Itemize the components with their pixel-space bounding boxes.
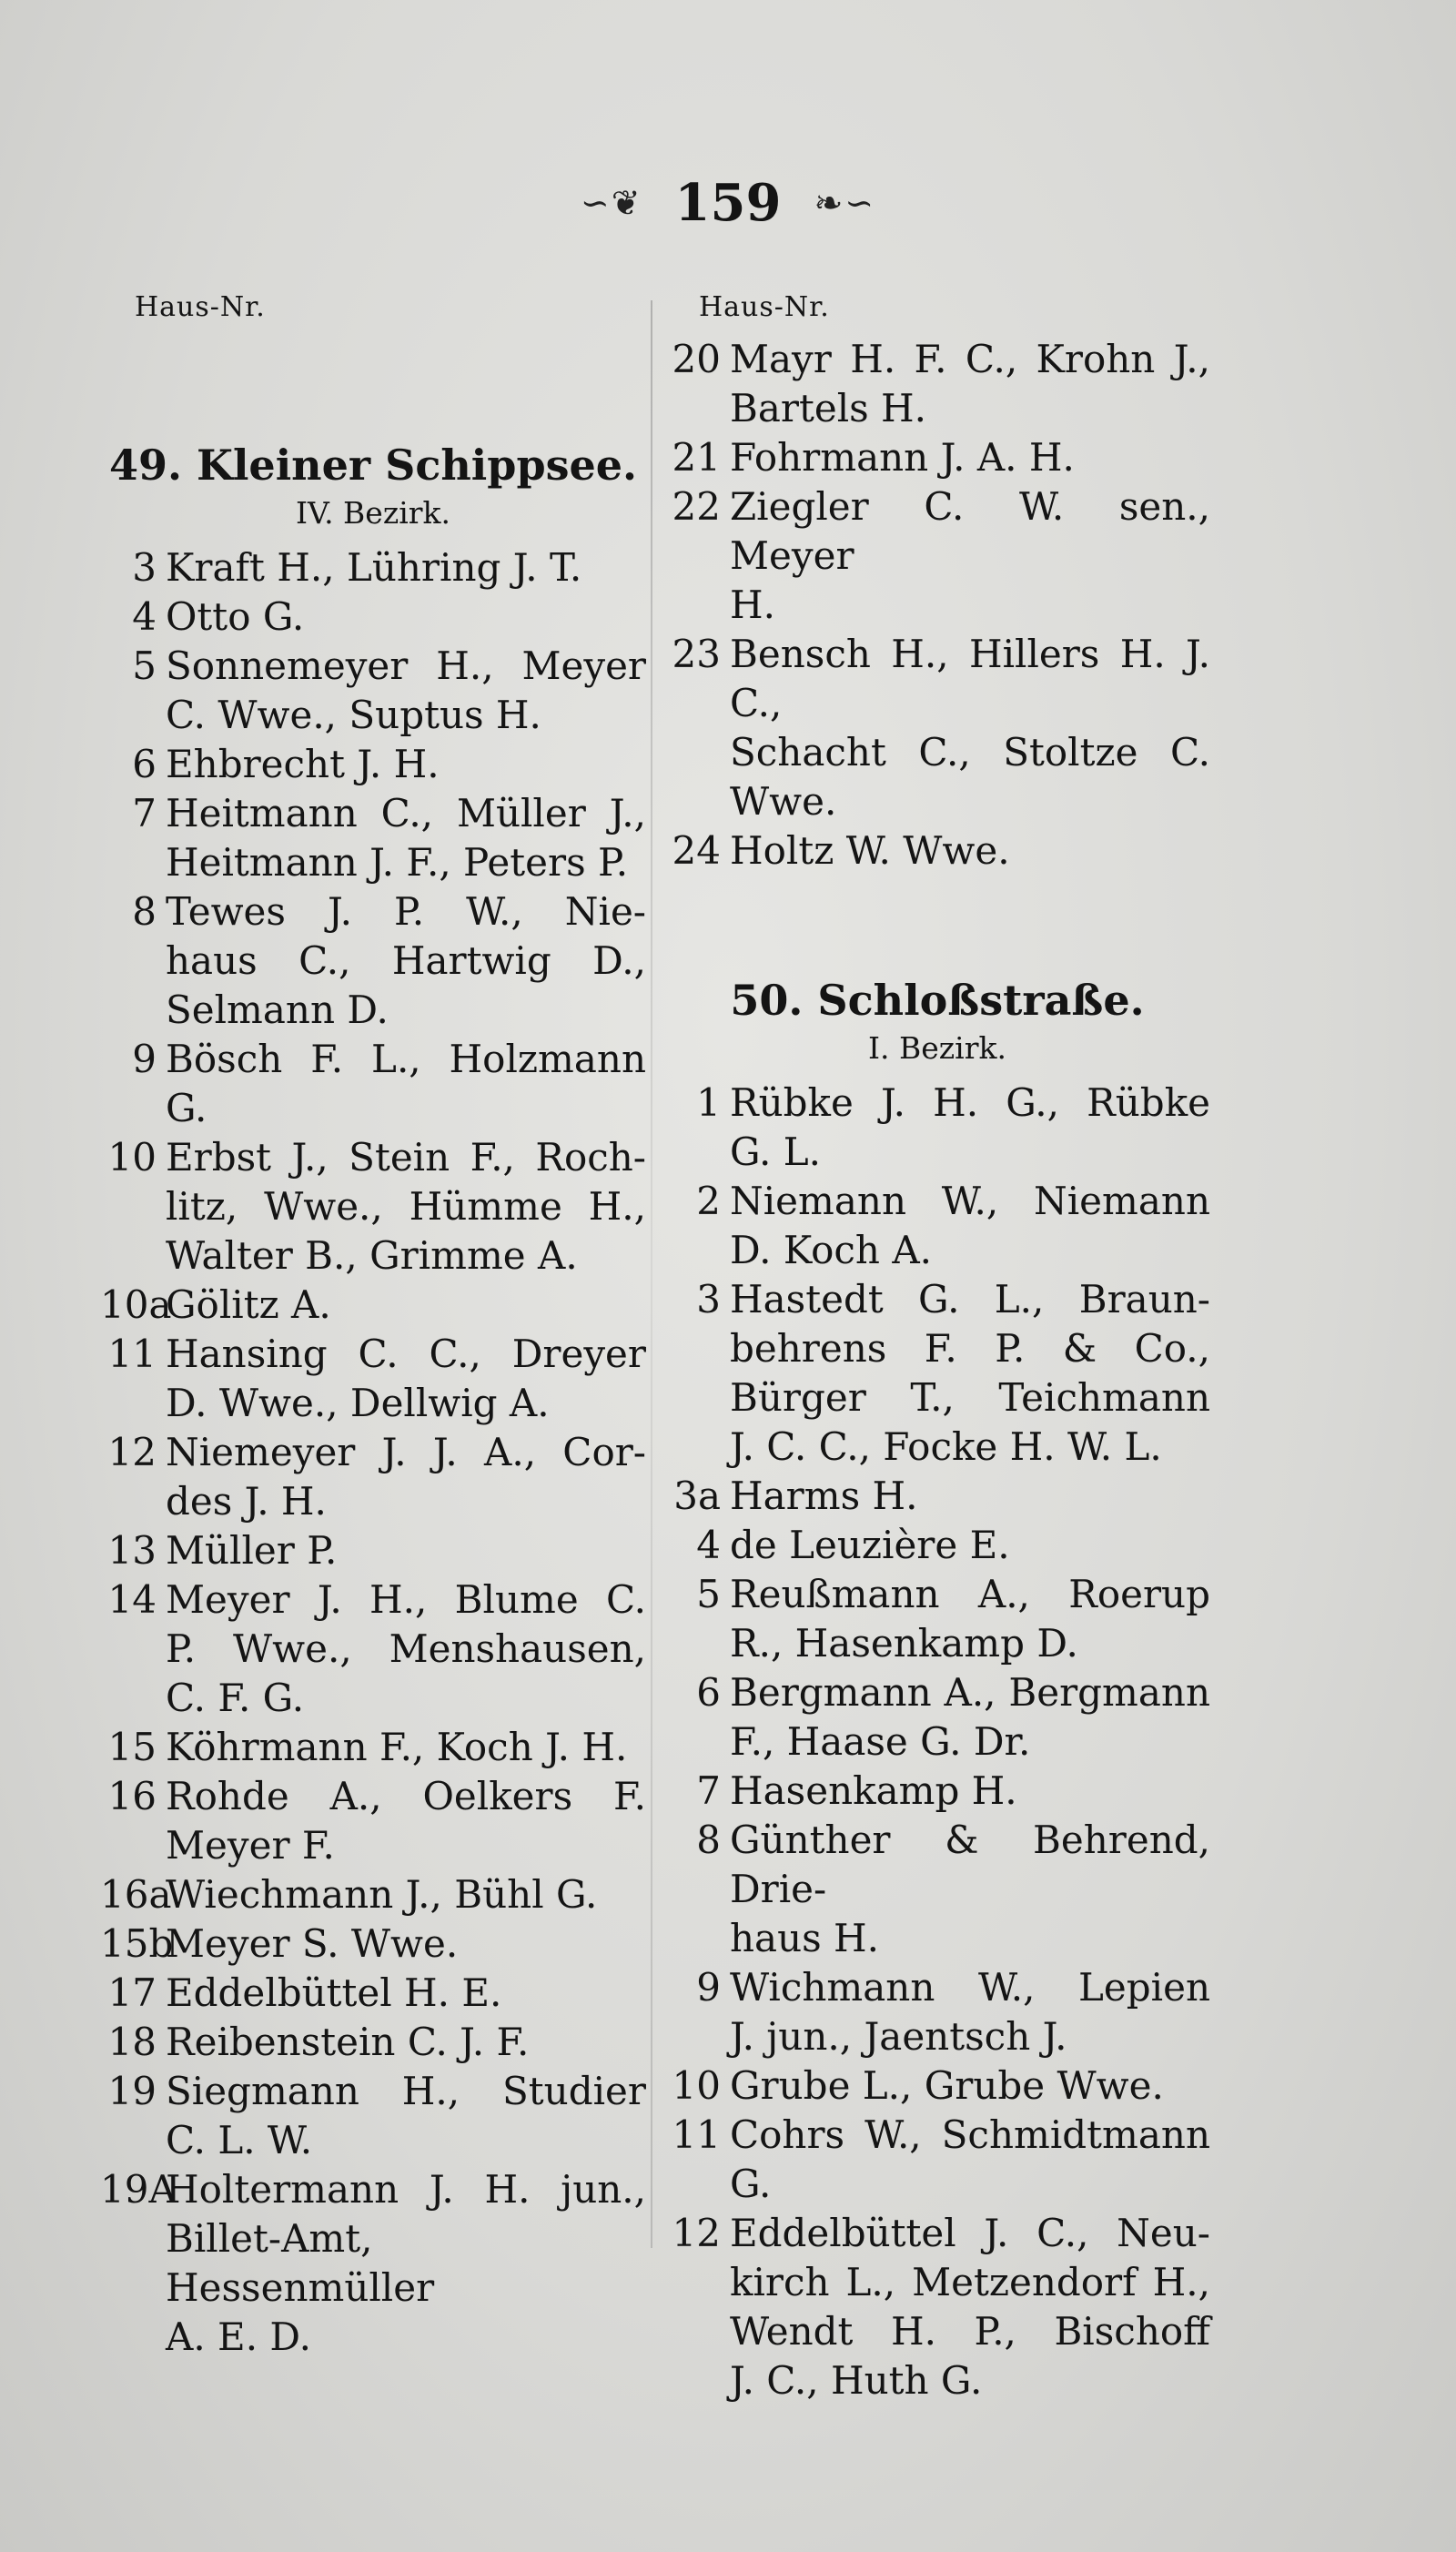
entry-line: Niemann W., Niemann (730, 1179, 1210, 1223)
entry-line: Kraft H., Lühring J. T. (166, 545, 582, 590)
entry-row (100, 740, 646, 789)
house-number: 10 (672, 2063, 721, 2108)
house-number: 10 (107, 1135, 157, 1180)
haus-nr-label: Haus-Nr. (699, 291, 830, 323)
house-number: 4 (696, 1523, 721, 1567)
ornament-left-icon: ∽❦ (580, 183, 642, 223)
house-number: 7 (696, 1768, 721, 1813)
entry-line: Wichmann W., Lepien (730, 1965, 1210, 2010)
entry-line: Walter B., Grimme A. (166, 1233, 578, 1278)
entry-row (664, 1521, 1210, 1570)
entry-line: Fohrmann J. A. H. (730, 435, 1075, 480)
resident-names (166, 1281, 646, 1330)
house-number: 8 (132, 889, 157, 934)
entry-line: D. Wwe., Dellwig A. (166, 1381, 550, 1425)
entry-line: Gölitz A. (166, 1282, 331, 1327)
entry-line: Hasenkamp H. (730, 1768, 1017, 1813)
entry-line: behrens F. P. & Co., (730, 1326, 1210, 1371)
entry-line: Bergmann A., Bergmann (730, 1670, 1210, 1715)
entry-row (100, 789, 646, 887)
entry-line: P. Wwe., Menshausen, (166, 1626, 646, 1671)
resident-names (730, 433, 1210, 482)
house-number: 20 (672, 337, 721, 381)
entry-line: kirch L., Metzendorf H., (730, 2260, 1210, 2304)
entry-line: de Leuzière E. (730, 1523, 1010, 1567)
resident-names (166, 2018, 646, 2067)
house-number: 1 (696, 1080, 721, 1125)
entry-line: Köhrmann F., Koch J. H. (166, 1725, 628, 1769)
entry-line: Hansing C. C., Dreyer (166, 1332, 646, 1376)
house-number: 21 (672, 435, 721, 480)
resident-names (166, 789, 646, 887)
resident-names (166, 740, 646, 789)
page-number: 159 (674, 173, 782, 233)
entry-line: Rohde A., Oelkers F. (166, 1774, 646, 1818)
entry-line: C. L. W. (166, 2118, 313, 2162)
house-number: 19A (100, 2167, 177, 2212)
entry-row (100, 1133, 646, 1281)
resident-names (166, 1035, 646, 1133)
entry-line: Hastedt G. L., Braun- (730, 1277, 1210, 1322)
entry-line: Wendt H. P., Bischoff (730, 2309, 1210, 2354)
house-number: 10a (100, 1282, 172, 1327)
resident-names (166, 1919, 646, 1969)
entry-row (664, 2209, 1210, 2405)
resident-names (166, 1969, 646, 2018)
entry-row (100, 592, 646, 642)
entry-list (664, 1079, 1210, 2405)
entry-line: Eddelbüttel H. E. (166, 1970, 502, 2015)
resident-names (730, 1570, 1210, 1668)
resident-names (730, 1767, 1210, 1816)
entry-line: Bartels H. (730, 386, 927, 430)
house-number: 15b (100, 1921, 174, 1966)
entry-row (100, 543, 646, 592)
entry-row (664, 2111, 1210, 2209)
entry-line: haus C., Hartwig D., (166, 938, 646, 983)
resident-names (166, 642, 646, 740)
resident-names (166, 592, 646, 642)
house-number: 13 (107, 1528, 157, 1573)
house-number: 4 (132, 594, 157, 639)
entry-row (664, 1767, 1210, 1816)
entry-line: Bösch F. L., Holzmann G. (166, 1037, 646, 1130)
resident-names (166, 1723, 646, 1772)
house-number: 7 (132, 791, 157, 835)
entry-line: Eddelbüttel J. C., Neu- (730, 2211, 1210, 2255)
house-number: 2 (696, 1179, 721, 1223)
house-number: 9 (132, 1037, 157, 1081)
section-bezirk: IV. Bezirk. (295, 495, 451, 531)
house-number: 14 (107, 1577, 157, 1622)
section-bezirk: I. Bezirk. (868, 1030, 1006, 1066)
resident-names (166, 2067, 646, 2165)
house-number: 12 (107, 1430, 157, 1474)
entry-line: F., Haase G. Dr. (730, 1719, 1031, 1764)
entry-line: Reibenstein C. J. F. (166, 2020, 530, 2064)
resident-names (730, 1668, 1210, 1767)
house-number: 3 (696, 1277, 721, 1322)
resident-names (730, 630, 1210, 826)
entry-line: C. F. G. (166, 1676, 305, 1720)
entry-line: J. C., Huth G. (730, 2358, 983, 2403)
resident-names (730, 1079, 1210, 1177)
entry-row (100, 2067, 646, 2165)
entry-line: Wiechmann J., Bühl G. (166, 1872, 598, 1917)
resident-names (730, 2111, 1210, 2209)
entry-line: Holtz W. Wwe. (730, 828, 1010, 873)
resident-names (166, 543, 646, 592)
entry-list (100, 543, 646, 2362)
entry-row (100, 1969, 646, 2018)
entry-line: Schacht C., Stoltze C. (730, 730, 1210, 775)
entry-line: Harms H. (730, 1473, 918, 1518)
entry-line: J. jun., Jaentsch J. (730, 2014, 1067, 2059)
entry-line: Cohrs W., Schmidtmann (730, 2112, 1210, 2157)
house-number: 16a (100, 1872, 172, 1917)
section-title: 49. Kleiner Schippsee. (108, 441, 638, 490)
entry-line: Bensch H., Hillers H. J. C., (730, 632, 1210, 725)
entry-row (100, 1281, 646, 1330)
house-number: 16 (107, 1774, 157, 1818)
entry-row (100, 1919, 646, 1969)
entry-row (100, 1035, 646, 1133)
resident-names (166, 887, 646, 1035)
entry-row (100, 887, 646, 1035)
entry-list (664, 335, 1210, 876)
entry-row (100, 1575, 646, 1723)
entry-line: Holtermann J. H. jun., (166, 2167, 646, 2212)
entry-row (664, 826, 1210, 876)
entry-line: R., Hasenkamp D. (730, 1621, 1078, 1666)
entry-row (664, 1177, 1210, 1275)
entry-row (100, 1772, 646, 1870)
entry-row (664, 2061, 1210, 2111)
entry-row (664, 1079, 1210, 1177)
entry-row (664, 1570, 1210, 1668)
entry-line: Selmann D. (166, 987, 389, 1032)
entry-row (664, 1816, 1210, 1963)
entry-line: Ziegler C. W. sen., Meyer (730, 484, 1210, 578)
entry-line: litz, Wwe., Hümme H., (166, 1184, 646, 1229)
house-number: 3 (132, 545, 157, 590)
resident-names (166, 1870, 646, 1919)
entry-line: Sonnemeyer H., Meyer (166, 643, 646, 688)
entry-row (664, 630, 1210, 826)
entry-row (100, 2165, 646, 2362)
entry-line: A. E. D. (166, 2314, 311, 2359)
entry-row (100, 1870, 646, 1919)
house-number: 5 (696, 1572, 721, 1616)
entry-line: haus H. (730, 1916, 880, 1960)
entry-row (100, 1428, 646, 1526)
entry-row (664, 1275, 1210, 1472)
page-header (0, 173, 1456, 233)
entry-line: Heitmann J. F., Peters P. (166, 840, 629, 885)
entry-row (100, 1330, 646, 1428)
column-divider (651, 300, 652, 2248)
resident-names (730, 1521, 1210, 1570)
entry-line: Meyer J. H., Blume C. (166, 1577, 646, 1622)
right-column (664, 291, 1210, 2405)
entry-row (100, 2018, 646, 2067)
entry-line: Rübke J. H. G., Rübke (730, 1080, 1210, 1125)
house-number: 6 (132, 742, 157, 786)
entry-row (100, 1723, 646, 1772)
house-number: 23 (672, 632, 721, 676)
resident-names (166, 1330, 646, 1428)
entry-line: des J. H. (166, 1479, 327, 1524)
house-number: 24 (672, 828, 721, 873)
house-number: 18 (107, 2020, 157, 2064)
entry-line: J. C. C., Focke H. W. L. (730, 1424, 1162, 1469)
entry-line: C. Wwe., Suptus H. (166, 693, 541, 737)
house-number: 11 (672, 2112, 721, 2157)
resident-names (166, 1526, 646, 1575)
entry-row (664, 1472, 1210, 1521)
house-number: 19 (107, 2069, 157, 2113)
house-number: 8 (696, 1818, 721, 1862)
resident-names (730, 2209, 1210, 2405)
resident-names (730, 2061, 1210, 2111)
entry-line: H. (730, 582, 775, 627)
entry-line: Reußmann A., Roerup (730, 1572, 1210, 1616)
entry-row (664, 1963, 1210, 2061)
resident-names (166, 1575, 646, 1723)
entry-line: Niemeyer J. J. A., Cor- (166, 1430, 646, 1474)
resident-names (166, 1772, 646, 1870)
entry-line: Günther & Behrend, Drie- (730, 1818, 1210, 1911)
entry-row (664, 335, 1210, 433)
resident-names (166, 1428, 646, 1526)
entry-line: Meyer F. (166, 1823, 335, 1868)
entry-line: Ehbrecht J. H. (166, 742, 440, 786)
entry-row (664, 1668, 1210, 1767)
resident-names (730, 1963, 1210, 2061)
house-number: 5 (132, 643, 157, 688)
house-number: 17 (107, 1970, 157, 2015)
house-number: 12 (672, 2211, 721, 2255)
resident-names (730, 335, 1210, 433)
entry-line: G. (730, 2162, 772, 2206)
entry-line: Meyer S. Wwe. (166, 1921, 459, 1966)
house-number: 3a (673, 1473, 721, 1518)
house-number: 11 (107, 1332, 157, 1376)
entry-line: Bürger T., Teichmann (730, 1375, 1210, 1420)
resident-names (730, 826, 1210, 876)
resident-names (166, 1133, 646, 1281)
resident-names (730, 482, 1210, 630)
entry-line: Wwe. (730, 779, 837, 824)
entry-row (664, 433, 1210, 482)
entry-row (100, 1526, 646, 1575)
resident-names (730, 1275, 1210, 1472)
entry-line: Billet-Amt, Hessenmüller (166, 2216, 435, 2310)
resident-names (730, 1472, 1210, 1521)
section-title: 50. Schloßstraße. (730, 976, 1145, 1025)
entry-line: Siegmann H., Studier (166, 2069, 646, 2113)
entry-line: G. L. (730, 1129, 821, 1174)
left-column (100, 291, 646, 2362)
entry-line: Mayr H. F. C., Krohn J., (730, 337, 1210, 381)
resident-names (730, 1816, 1210, 1963)
entry-row (664, 482, 1210, 630)
house-number: 22 (672, 484, 721, 529)
house-number: 6 (696, 1670, 721, 1715)
entry-line: Grube L., Grube Wwe. (730, 2063, 1164, 2108)
entry-row (100, 642, 646, 740)
ornament-right-icon: ❧∽ (814, 183, 876, 223)
entry-line: Erbst J., Stein F., Roch- (166, 1135, 646, 1180)
house-number: 15 (107, 1725, 157, 1769)
resident-names (166, 2165, 646, 2362)
house-number: 9 (696, 1965, 721, 2010)
entry-line: Müller P. (166, 1528, 338, 1573)
entry-line: D. Koch A. (730, 1228, 933, 1272)
entry-line: Heitmann C., Müller J., (166, 791, 646, 835)
resident-names (730, 1177, 1210, 1275)
haus-nr-label: Haus-Nr. (135, 291, 266, 323)
entry-line: Tewes J. P. W., Nie- (166, 889, 646, 934)
entry-line: Otto G. (166, 594, 305, 639)
